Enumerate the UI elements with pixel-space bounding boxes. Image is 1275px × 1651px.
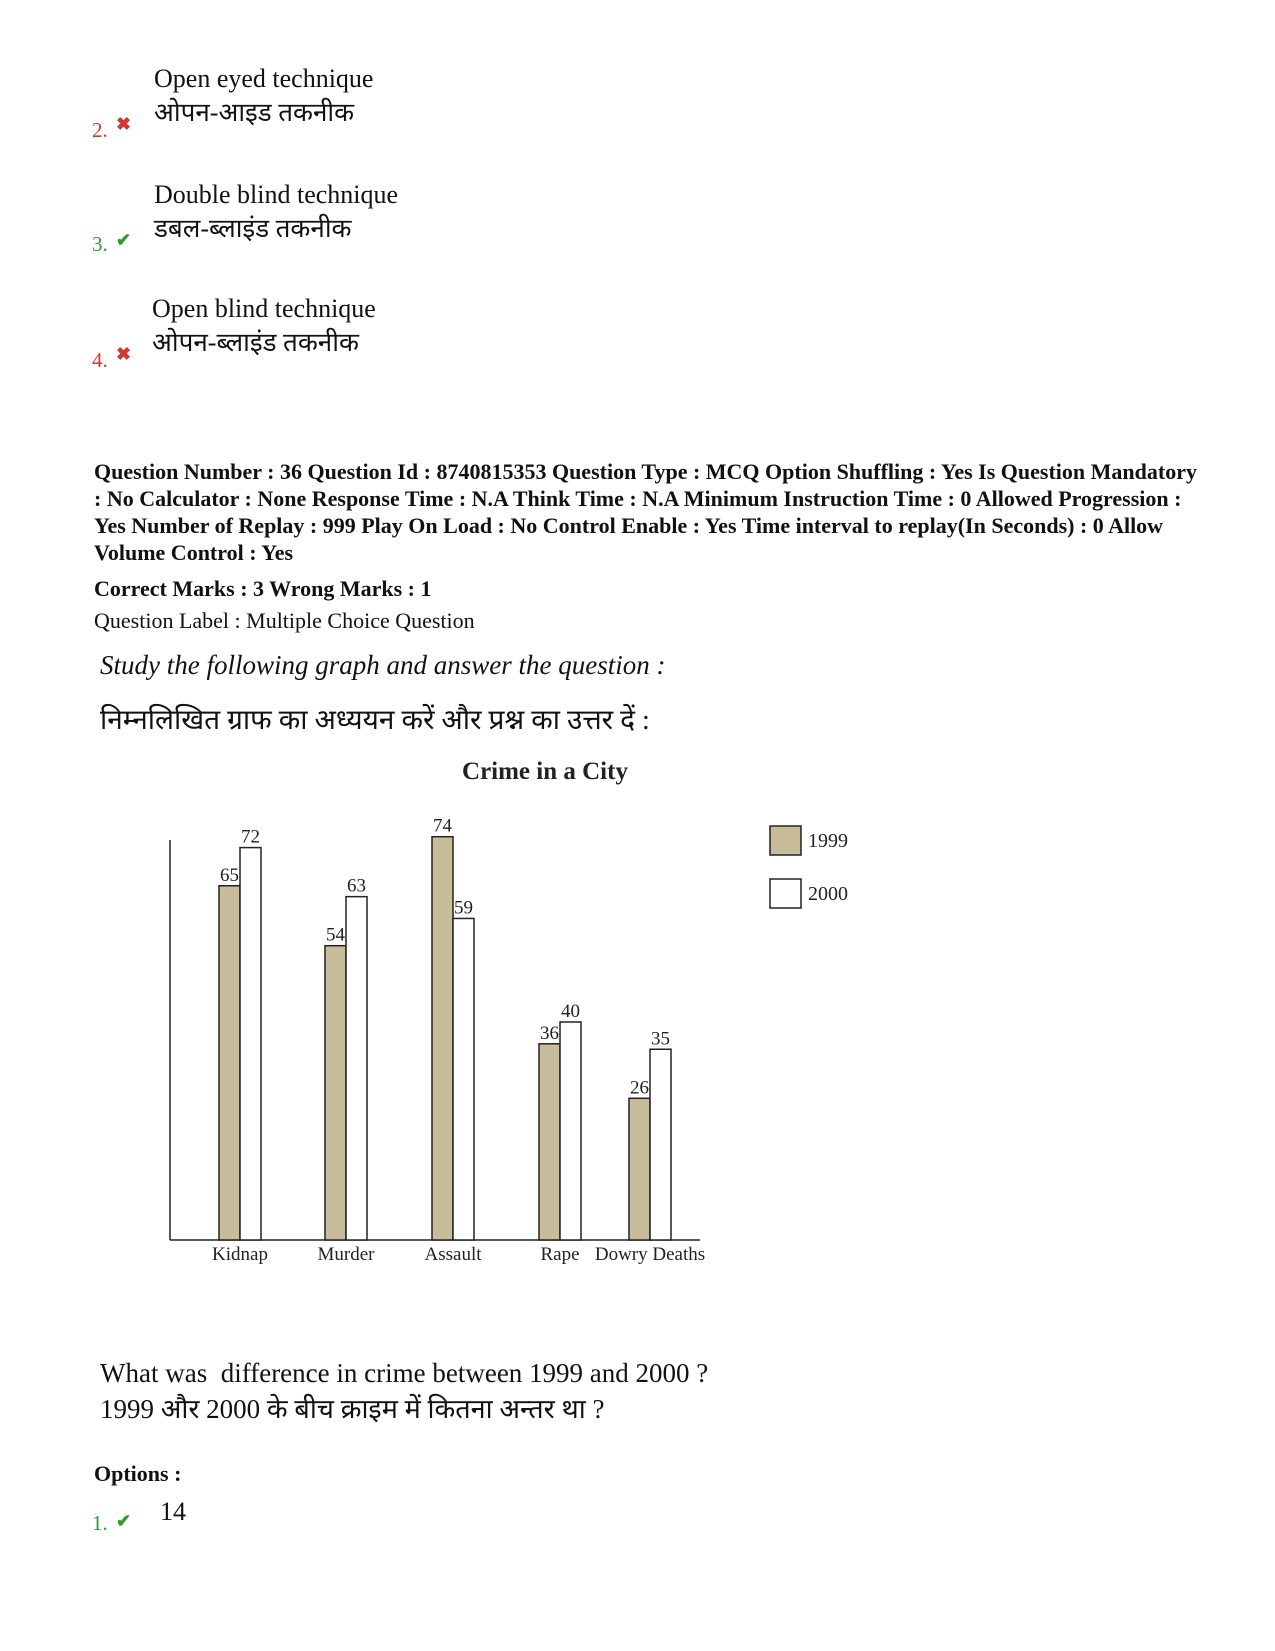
option-text-hi: डबल-ब्लाइंड तकनीक — [154, 214, 352, 243]
data-label: 59 — [454, 897, 473, 919]
category-label: Kidnap — [212, 1244, 268, 1265]
legend-swatch-1999 — [770, 826, 801, 855]
crime-bar-chart — [150, 760, 930, 1315]
bar-2000-murder — [346, 897, 367, 1240]
data-label: 54 — [326, 924, 345, 946]
question-label: Question Label : Multiple Choice Question — [94, 608, 475, 633]
instruction-hi: निम्नलिखित ग्राफ का अध्ययन करें और प्रश्न का उत्तर दें : — [100, 705, 650, 736]
option-text: 14 — [160, 1497, 186, 1526]
option-number: 2. — [92, 118, 108, 142]
bar-1999-assault — [432, 837, 453, 1240]
bar-1999-rape — [539, 1044, 560, 1240]
wrong-icon: ✖ — [116, 114, 132, 134]
question-meta: Question Number : 36 Question Id : 8740815353 Question Type : MCQ Option Shuffling : Yes Is Question Mandatory : No Calculator : None Response Time : N.A Think Time : N.A Minimum Instruction Time : 0 Allowed Progression : Yes Number of Replay : 999 Play On Load : No Control Enable : Yes Time interval to replay(In Seconds) : 0 Allow Volume Control : Yes — [94, 459, 1197, 565]
check-icon: ✔ — [116, 1511, 132, 1531]
data-label: 35 — [651, 1028, 670, 1050]
option-number: 3. — [92, 232, 108, 256]
question-text-hi: 1999 और 2000 के बीच क्राइम में कितना अन्तर था ? — [100, 1394, 605, 1424]
data-label: 74 — [433, 815, 452, 837]
question-text-en: What was difference in crime between 1999 and 2000 ? — [100, 1358, 709, 1388]
bar-1999-kidnap — [219, 886, 240, 1240]
option-text-hi: ओपन-ब्लाइंड तकनीक — [152, 328, 359, 357]
instruction-en: Study the following graph and answer the question : — [100, 650, 666, 680]
bar-2000-assault — [453, 918, 474, 1240]
data-label: 72 — [241, 826, 260, 848]
legend-label: 1999 — [808, 830, 848, 852]
option-number: 1. — [92, 1511, 108, 1535]
option-text — [152, 292, 376, 360]
bar-2000-kidnap — [240, 848, 261, 1240]
legend-swatch-2000 — [770, 879, 801, 908]
category-label: Murder — [317, 1244, 375, 1265]
option-text-en: Open blind technique — [152, 294, 376, 323]
check-icon: ✔ — [116, 230, 132, 250]
wrong-icon: ✖ — [116, 344, 132, 364]
data-label: 65 — [220, 864, 239, 886]
chart-title: Crime in a City — [462, 760, 628, 785]
question-text — [100, 1355, 708, 1427]
option-text-hi: ओपन-आइड तकनीक — [154, 98, 355, 127]
category-label: Assault — [424, 1244, 482, 1265]
category-label: Rape — [540, 1244, 580, 1265]
option-text — [154, 62, 373, 130]
data-label: 63 — [347, 875, 366, 897]
data-label: 40 — [561, 1001, 580, 1022]
option-number: 4. — [92, 348, 108, 372]
category-label: Dowry Deaths — [594, 1244, 706, 1265]
option-text-en: Open eyed technique — [154, 64, 374, 93]
bar-1999-dowry-deaths — [629, 1098, 650, 1240]
data-label: 26 — [630, 1077, 649, 1099]
legend-label: 2000 — [808, 883, 848, 905]
bar-1999-murder — [325, 946, 346, 1240]
bar-2000-rape — [560, 1022, 581, 1240]
options-label: Options : — [94, 1461, 182, 1486]
option-text — [154, 178, 398, 246]
marks-info: Correct Marks : 3 Wrong Marks : 1 — [94, 576, 432, 601]
data-label: 36 — [540, 1022, 559, 1044]
bar-2000-dowry-deaths — [650, 1049, 671, 1240]
option-text-en: Double blind technique — [154, 180, 399, 209]
